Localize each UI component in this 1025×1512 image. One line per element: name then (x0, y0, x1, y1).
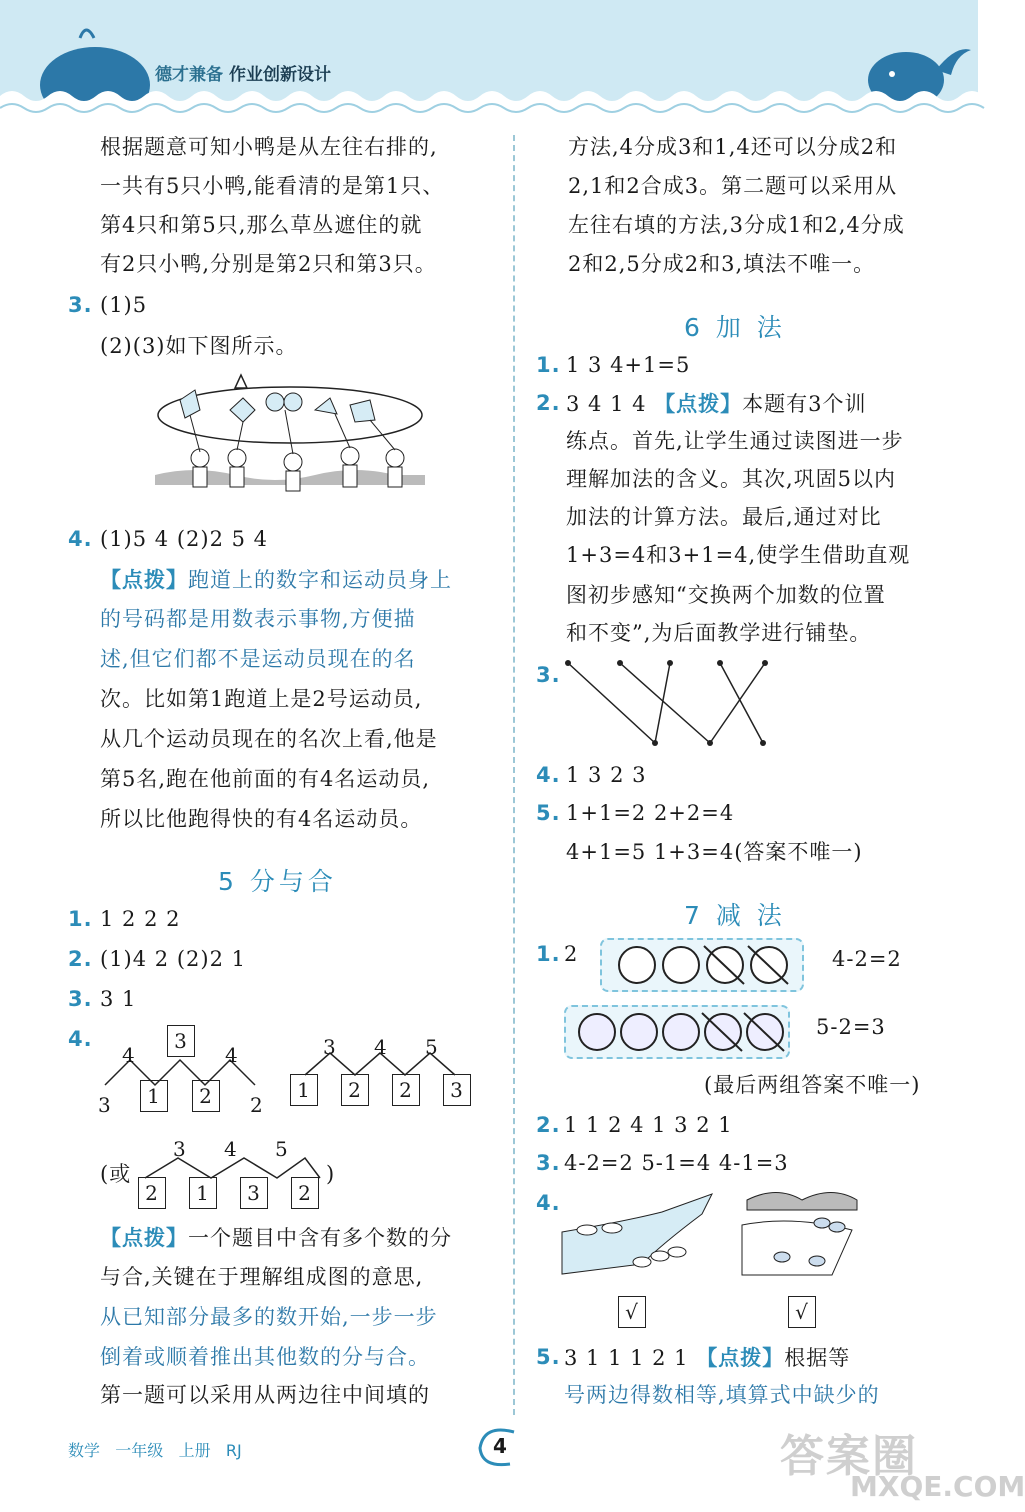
matching-lines-diagram (560, 655, 800, 755)
tip-text: 第一题可以采用从两边往中间填的 (100, 1383, 430, 1407)
question-number: 3. (68, 987, 93, 1011)
question-number: 4. (68, 527, 93, 551)
section-title-7: 7 减 法 (684, 901, 786, 930)
question-number: 2. (68, 947, 93, 971)
diagram-number: 4 (225, 1043, 239, 1067)
note-text: (最后两组答案不唯一) (704, 1073, 921, 1097)
tip-text: 的号码都是用数表示事物,方便描 (100, 607, 416, 631)
text-line: 一共有5只小鸭,能看清的是第1只、 (100, 174, 445, 198)
tip-text: 一个题目中含有多个数的分 (188, 1226, 452, 1250)
answer-text: 2 (564, 942, 579, 966)
diagram-number: 5 (275, 1137, 289, 1161)
answer-text: 1 1 2 4 1 3 2 1 (564, 1113, 733, 1137)
diagram-box: 2 (341, 1074, 369, 1106)
answer-line (566, 384, 867, 424)
question-number: 5. (536, 1345, 561, 1369)
footer-info (68, 1438, 242, 1461)
diagram-box: 2 (392, 1074, 420, 1106)
left-column (0, 0, 510, 1430)
text-line: 2和2,5分成2和3,填法不唯一。 (568, 252, 876, 276)
question-number: 2. (536, 391, 561, 415)
question-number: 3. (536, 663, 561, 687)
tip-text: 述,但它们都不是运动员现在的名 (100, 647, 416, 671)
footer-edition: RJ (225, 1441, 242, 1460)
diagram-number: 2 (250, 1093, 264, 1117)
cross-out-marks (602, 940, 802, 990)
tip-label: 【点拨】 (100, 567, 188, 592)
diagram-number: 3 (173, 1137, 187, 1161)
text-line: 第4只和第5只,那么草丛遮住的就 (100, 213, 423, 237)
cross-out-marks (566, 1007, 788, 1057)
brand-series: 作业创新设计 (229, 65, 331, 85)
diagram-box: 3 (443, 1074, 471, 1106)
diagram-number: 4 (374, 1035, 388, 1059)
answer-text: 1+1=2 2+2=4 (566, 801, 735, 825)
text-line: 根据题意可知小鸭是从左往右排的, (100, 135, 438, 159)
kites-children-illustration (155, 370, 425, 510)
tip-line (100, 560, 452, 600)
diagram-box: 3 (167, 1025, 195, 1057)
answer-text: 1 2 2 2 (100, 907, 181, 931)
soccer-balls-group (600, 938, 804, 992)
equation-text: 4-2=2 (832, 947, 902, 971)
tip-text: 1+3=4和3+1=4,使学生借助直观 (566, 543, 911, 567)
answer-text: 1 3 4+1=5 (566, 353, 691, 377)
diagram-box: 1 (290, 1074, 318, 1106)
text-line: 方法,4分成3和1,4还可以分成2和 (568, 135, 898, 159)
tip-text: 和不变”,为后面教学进行铺垫。 (566, 621, 872, 645)
answer-text: (2)(3)如下图所示。 (100, 334, 298, 358)
tip-text: 所以比他跑得快的有4名运动员。 (100, 807, 423, 831)
diagram-number: 4 (122, 1043, 136, 1067)
tip-text: 从几个运动员现在的名次上看,他是 (100, 727, 438, 751)
question-number: 1. (68, 907, 93, 931)
check-box: √ (788, 1296, 816, 1328)
question-number: 3. (68, 293, 93, 317)
page-number: 4 (493, 1434, 507, 1458)
section-title-5: 5 分与合 (218, 867, 337, 896)
tip-text: 从已知部分最多的数开始,一步一步 (100, 1305, 438, 1329)
volleyballs-group (564, 1005, 790, 1059)
tip-text: 与合,关键在于理解组成图的意思, (100, 1265, 424, 1289)
footer-grade: 一年级 (115, 1441, 164, 1460)
tip-text: 理解加法的含义。其次,巩固5以内 (566, 467, 897, 491)
answer-text: 3 1 1 1 2 1 (564, 1346, 689, 1370)
tip-label: 【点拨】 (654, 391, 743, 416)
answer-text: (1)5 4 (2)2 5 4 (100, 527, 268, 551)
tip-text: 根据等 (784, 1346, 851, 1370)
watermark-url: MXQE.COM (850, 1470, 1025, 1503)
check-box: √ (618, 1296, 646, 1328)
footer-volume: 上册 (178, 1441, 211, 1460)
tip-text: 号两边得数相等,填算式中缺少的 (564, 1383, 880, 1407)
answer-text: 4-2=2 5-1=4 4-1=3 (564, 1151, 789, 1175)
tip-text: 练点。首先,让学生通过读图进一步 (566, 429, 904, 453)
tip-label: 【点拨】 (696, 1345, 785, 1370)
brand-name: 德才兼备 (155, 65, 223, 85)
tip-text: 倒着或顺着推出其他数的分与合。 (100, 1345, 430, 1369)
diagram-box: 2 (291, 1177, 319, 1209)
column-divider (513, 135, 515, 1415)
answer-text: 3 4 1 4 (566, 392, 647, 416)
diagram-box: 1 (140, 1080, 168, 1112)
question-number: 2. (536, 1113, 561, 1137)
text-line: 2,1和2合成3。第二题可以采用从 (568, 174, 898, 198)
question-number: 3. (536, 1151, 561, 1175)
question-number: 1. (536, 942, 561, 966)
diagram-box: 2 (138, 1177, 166, 1209)
footer-subject: 数学 (68, 1441, 101, 1460)
answer-text: (1)4 2 (2)2 1 (100, 947, 246, 971)
diagram-number: 4 (224, 1137, 238, 1161)
geese-pond-illustration (562, 1192, 712, 1282)
diagram-number: 3 (98, 1093, 112, 1117)
diagram-number: 5 (425, 1035, 439, 1059)
diagram-box: 1 (189, 1177, 217, 1209)
question-number: 4. (68, 1027, 93, 1051)
answer-text: 1 3 2 3 (566, 763, 647, 787)
tip-text: 次。比如第1跑道上是2号运动员, (100, 687, 423, 711)
question-number: 1. (536, 353, 561, 377)
answer-text: 4+1=5 1+3=4(答案不唯一) (566, 840, 863, 864)
text-line: 有2只小鸭,分别是第2只和第3只。 (100, 252, 437, 276)
right-column (520, 0, 978, 1430)
diagram-number: 3 (323, 1035, 337, 1059)
diagram-box: 3 (240, 1177, 268, 1209)
diagram-box: 2 (192, 1080, 220, 1112)
section-title-6: 6 加 法 (684, 313, 786, 342)
equation-text: 5-2=3 (816, 1015, 886, 1039)
question-number: 4. (536, 1191, 561, 1215)
tip-text: 跑道上的数字和运动员身上 (188, 568, 452, 592)
alt-suffix: ) (326, 1162, 336, 1186)
answer-text: (1)5 (100, 293, 148, 317)
tip-text: 第5名,跑在他前面的有4名运动员, (100, 767, 431, 791)
tip-label: 【点拨】 (100, 1225, 188, 1250)
answer-text: 3 1 (100, 987, 137, 1011)
text-line: 左往右填的方法,3分成1和2,4分成 (568, 213, 905, 237)
tip-text: 加法的计算方法。最后,通过对比 (566, 505, 882, 529)
tip-line (100, 1218, 452, 1258)
answer-line (564, 1338, 850, 1378)
question-number: 5. (536, 801, 561, 825)
tip-text: 本题有3个训 (742, 392, 867, 416)
alt-prefix: (或 (100, 1162, 132, 1186)
frogs-pond-illustration (742, 1185, 862, 1275)
tip-text: 图初步感知“交换两个加数的位置 (566, 583, 886, 607)
question-number: 4. (536, 763, 561, 787)
watermark-logo: 答案圈 (780, 1431, 918, 1482)
